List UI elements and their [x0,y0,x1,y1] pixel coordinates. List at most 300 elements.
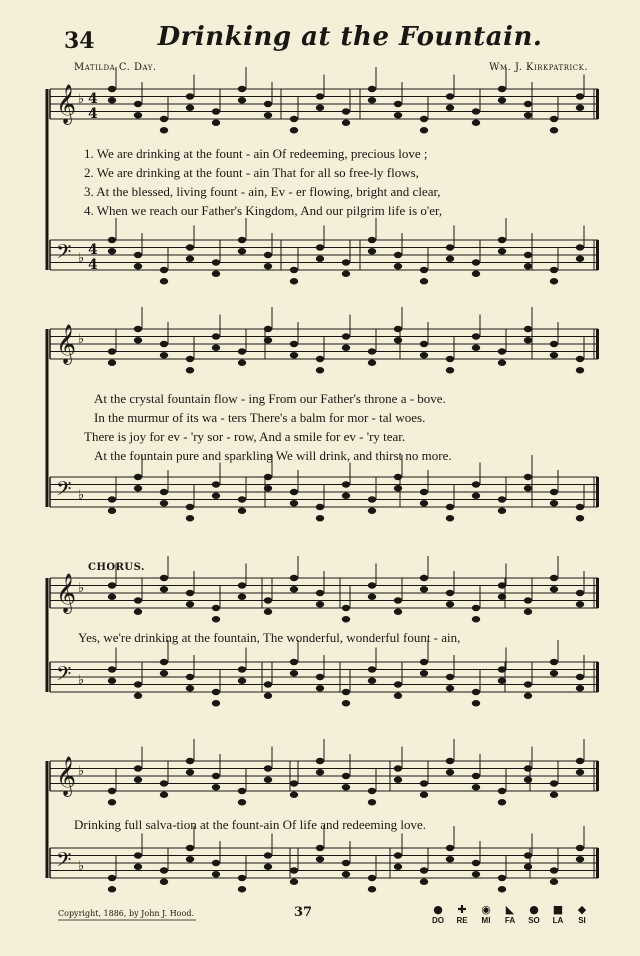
note-head [108,678,116,684]
note-head [108,86,116,92]
note-head [238,508,246,514]
note-head [238,788,246,794]
note-head [342,700,350,706]
note-head [238,875,246,881]
note-head [342,860,350,866]
final-barline [596,662,599,692]
note-head [394,852,402,858]
shape-icon: ● [433,903,443,916]
legend-item: ◣ FA [504,903,516,925]
shape-icon: ● [529,903,539,916]
note-head [446,845,454,851]
note-head [212,271,220,277]
note-head [472,700,480,706]
note-head [160,780,168,786]
note-head [316,367,324,373]
note-head [524,609,532,615]
note-head [550,780,558,786]
note-head [576,244,584,250]
note-head [368,360,376,366]
note-head [186,256,194,262]
note-head [524,693,532,699]
note-head [186,504,194,510]
note-head [472,871,480,877]
note-head [368,666,376,672]
note-head [212,120,220,126]
note-head [446,515,454,521]
note-head [186,590,194,596]
final-barline [596,240,599,270]
note-head [212,700,220,706]
note-head [394,864,402,870]
note-head [108,97,116,103]
note-head [186,367,194,373]
note-head [446,93,454,99]
note-head [446,856,454,862]
note-head [368,594,376,600]
note-head [524,681,532,687]
note-head [290,879,298,885]
note-head [316,769,324,775]
flat-icon: ♭ [78,859,85,874]
note-head [290,267,298,273]
note-head [576,674,584,680]
note-head [134,326,142,332]
note-head [420,670,428,676]
note-head [186,845,194,851]
note-head [290,352,298,358]
note-head [472,345,480,351]
note-head [420,659,428,665]
note-head [550,278,558,284]
verse-line: There is joy for ev - 'ry sor - row, And a smile for ev - 'ry tear. [84,429,406,444]
note-head [160,341,168,347]
treble-clef-icon: 𝄞 [56,756,77,796]
note-head [498,788,506,794]
note-head [134,101,142,107]
note-head [186,856,194,862]
note-head [160,879,168,885]
note-head [186,356,194,362]
note-head [498,886,506,892]
note-head [550,575,558,581]
note-head [576,856,584,862]
note-head [576,590,584,596]
note-head [394,777,402,783]
note-head [420,267,428,273]
flat-icon: ♭ [78,673,85,688]
note-head [316,845,324,851]
copyright-notice: Copyright, 1886, by John J. Hood. [58,909,194,918]
note-head [524,864,532,870]
note-head [394,474,402,480]
note-head [576,685,584,691]
note-head [134,485,142,491]
bass-clef-icon: 𝄢 [56,240,72,268]
note-head [576,515,584,521]
note-head [472,108,480,114]
note-head [550,116,558,122]
note-head [446,674,454,680]
note-head [498,248,506,254]
note-head [212,493,220,499]
note-head [290,489,298,495]
note-head [420,127,428,133]
note-head [420,879,428,885]
note-head [550,489,558,495]
note-head [472,605,480,611]
note-head [446,367,454,373]
note-head [342,784,350,790]
note-head [212,773,220,779]
final-barline [596,89,599,119]
note-head [342,333,350,339]
note-head [186,758,194,764]
final-barline [596,578,599,608]
note-head [550,670,558,676]
note-head [498,97,506,103]
note-head [264,693,272,699]
note-head [368,678,376,684]
note-head [108,348,116,354]
note-head [550,792,558,798]
note-head [108,799,116,805]
note-head [160,586,168,592]
note-head [420,341,428,347]
note-head [394,252,402,258]
note-head [394,681,402,687]
note-head [446,590,454,596]
note-head [238,348,246,354]
note-head [550,879,558,885]
note-head [160,792,168,798]
note-head [316,674,324,680]
note-head [446,758,454,764]
note-head [316,758,324,764]
note-head [420,586,428,592]
note-head [134,263,142,269]
verse-line: At the fountain pure and sparkling We will drink, and thirst no more. [94,448,452,463]
shape-icon: ◣ [505,903,515,916]
note-head [472,616,480,622]
note-head [446,244,454,250]
flat-icon: ♭ [78,332,85,347]
note-head [108,582,116,588]
note-head [238,237,246,243]
note-head [186,105,194,111]
note-head [134,864,142,870]
note-head [524,112,532,118]
note-head [342,616,350,622]
note-head [368,582,376,588]
note-head [550,500,558,506]
note-head [420,116,428,122]
note-head [472,271,480,277]
note-head [576,504,584,510]
bass-clef-icon: 𝄢 [56,477,72,505]
note-head [498,348,506,354]
note-head [368,237,376,243]
note-head [108,666,116,672]
note-head [160,127,168,133]
note-head [524,101,532,107]
final-barline [596,848,599,878]
shape-icon: ✚ [457,903,467,916]
note-head [368,348,376,354]
note-head [134,765,142,771]
note-head [498,666,506,672]
note-head [316,256,324,262]
note-head [524,474,532,480]
note-head [498,86,506,92]
final-barline [596,329,599,359]
note-head [524,326,532,332]
note-head [550,352,558,358]
verse-line: 1. We are drinking at the fount - ain Of redeeming, precious love ; [84,146,428,161]
note-head [108,886,116,892]
footer-number: 37 [294,905,313,920]
note-head [446,356,454,362]
note-head [524,597,532,603]
note-head [186,93,194,99]
note-head [290,341,298,347]
note-head [576,256,584,262]
note-head [550,127,558,133]
verse-line: 4. When we reach our Father's Kingdom, And our pilgrim life is o'er, [84,203,443,218]
verse-line: At the crystal fountain flow - ing From our Father's throne a - bove. [94,391,446,406]
note-head [108,248,116,254]
shape-icon: ◉ [481,903,491,916]
note-head [160,659,168,665]
time-signature: 4 [88,106,98,122]
note-head [420,575,428,581]
note-head [264,474,272,480]
bass-clef-icon: 𝄢 [56,848,72,876]
note-head [108,496,116,502]
note-head [446,769,454,775]
note-head [212,784,220,790]
note-head [394,609,402,615]
note-head [212,689,220,695]
note-head [446,685,454,691]
note-head [134,609,142,615]
note-head [264,777,272,783]
note-head [472,481,480,487]
note-head [212,108,220,114]
treble-clef-icon: 𝄞 [56,324,77,364]
note-head [472,860,480,866]
note-head [446,601,454,607]
note-head [264,852,272,858]
note-head [264,337,272,343]
note-head [134,777,142,783]
note-head [160,670,168,676]
note-head [160,867,168,873]
note-head [316,515,324,521]
note-head [212,481,220,487]
legend-item: ◆ SI [577,903,587,925]
note-head [238,886,246,892]
note-head [498,508,506,514]
flat-icon: ♭ [78,92,85,107]
note-head [316,356,324,362]
note-head [212,860,220,866]
final-barline [596,761,599,791]
legend-item: ◉ MI [481,903,491,925]
note-head [108,875,116,881]
note-head [498,799,506,805]
note-head [134,693,142,699]
note-head [238,594,246,600]
note-head [212,259,220,265]
note-head [108,237,116,243]
note-head [472,493,480,499]
note-head [342,605,350,611]
note-head [108,360,116,366]
note-head [368,875,376,881]
note-head [290,575,298,581]
legend-item: ● SO [528,903,540,925]
note-head [160,278,168,284]
note-head [446,256,454,262]
note-head [212,345,220,351]
note-head [342,345,350,351]
note-head [342,108,350,114]
note-head [368,508,376,514]
note-head [264,681,272,687]
note-head [134,852,142,858]
note-head [550,586,558,592]
chorus-lyric: Yes, we're drinking at the fountain, The wonderful, wonderful fount - ain, [78,630,461,645]
note-head [290,127,298,133]
shape-icon: ◆ [577,903,587,916]
note-head [290,670,298,676]
note-head [134,112,142,118]
verse-line: 2. We are drinking at the fount - ain That for all so free-ly flows, [84,165,419,180]
note-head [108,788,116,794]
note-head [368,788,376,794]
flat-icon: ♭ [78,581,85,596]
verse-line: In the murmur of its wa - ters There's a balm for mor - tal woes. [94,410,426,425]
final-barline [596,477,599,507]
time-signature: 4 [88,242,98,258]
note-head [342,271,350,277]
note-head [264,485,272,491]
note-head [160,267,168,273]
note-head [446,504,454,510]
note-head [316,504,324,510]
note-head [238,360,246,366]
note-head [472,784,480,790]
note-head [420,489,428,495]
chorus-label: CHORUS. [88,562,145,573]
treble-clef-icon: 𝄞 [56,84,77,124]
flat-icon: ♭ [78,764,85,779]
note-head [212,871,220,877]
note-head [576,601,584,607]
note-head [134,252,142,258]
note-head [576,356,584,362]
note-head [264,252,272,258]
note-head [394,112,402,118]
note-head [394,485,402,491]
note-head [576,769,584,775]
note-head [394,337,402,343]
note-head [420,352,428,358]
note-head [186,244,194,250]
flat-icon: ♭ [78,488,85,503]
verse-line: 3. At the blessed, living fount - ain, Ev - er flowing, bright and clear, [84,184,441,199]
chorus-lyric: Drinking full salva-tion at the fount-ain Of life and redeeming love. [74,817,426,832]
note-head [394,263,402,269]
note-head [238,666,246,672]
note-head [316,105,324,111]
note-head [420,867,428,873]
composer-credit: Wm. J. Kirkpatrick. [489,62,588,73]
note-head [186,674,194,680]
note-head [394,765,402,771]
note-head [186,685,194,691]
note-head [134,681,142,687]
note-head [290,780,298,786]
note-head [186,769,194,775]
note-head [264,112,272,118]
note-head [524,485,532,491]
note-head [472,333,480,339]
note-head [524,777,532,783]
note-head [238,799,246,805]
note-head [524,852,532,858]
note-head [394,693,402,699]
note-head [264,101,272,107]
note-head [498,360,506,366]
note-head [342,120,350,126]
note-head [160,116,168,122]
note-head [342,259,350,265]
note-head [342,481,350,487]
note-head [160,500,168,506]
note-head [550,267,558,273]
note-head [420,792,428,798]
note-head [264,765,272,771]
note-head [420,278,428,284]
note-head [524,765,532,771]
note-head [186,601,194,607]
note-head [264,864,272,870]
note-head [238,248,246,254]
note-head [576,93,584,99]
note-head [134,474,142,480]
note-head [316,856,324,862]
note-head [212,333,220,339]
note-head [264,597,272,603]
note-head [498,237,506,243]
note-head [368,886,376,892]
note-head [524,252,532,258]
note-head [368,799,376,805]
note-head [420,780,428,786]
note-head [498,875,506,881]
note-head [160,352,168,358]
note-head [264,609,272,615]
note-head [472,259,480,265]
note-head [498,496,506,502]
legend-item: ● DO [432,903,444,925]
legend-item: ■ LA [552,903,564,925]
note-head [160,575,168,581]
note-head [498,594,506,600]
note-head [212,605,220,611]
